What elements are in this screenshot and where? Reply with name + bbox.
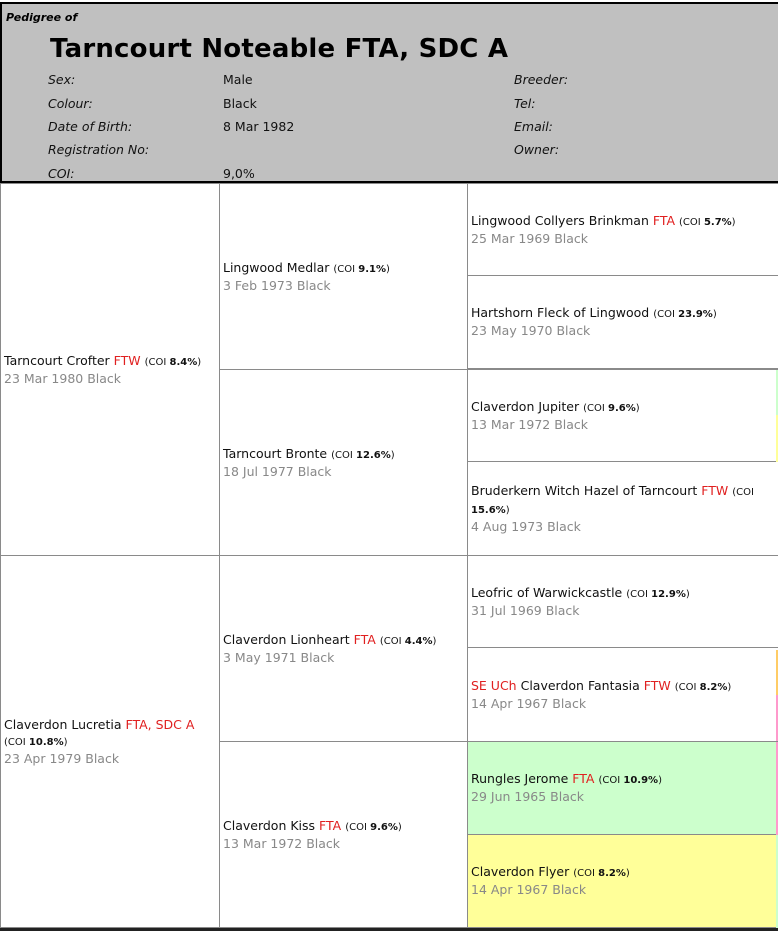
name-line <box>471 585 778 603</box>
dog-name[interactable]: Leofric of Warwickcastle <box>471 584 623 600</box>
email-label: Email: <box>514 119 553 134</box>
great-grandparent-cell-highlighted-green[interactable] <box>467 741 778 835</box>
dog-name[interactable]: Claverdon Kiss <box>223 817 316 833</box>
coi-badge: (COI 8.2%) <box>573 868 630 879</box>
pedigree-header <box>0 2 778 183</box>
coi-badge: (COI 5.7%) <box>679 216 736 228</box>
birth-details: 13 Mar 1972 Black <box>471 416 589 432</box>
birth-details: 14 Apr 1967 Black <box>471 882 587 897</box>
coi-label: COI: <box>48 166 75 181</box>
birth-details: 13 Mar 1972 Black <box>223 835 341 851</box>
birth-details: 3 Feb 1973 Black <box>223 277 331 293</box>
dog-name[interactable]: Claverdon Jupiter <box>471 398 580 414</box>
breeder-label: Breeder: <box>514 72 569 87</box>
colour-value: Black <box>223 96 257 111</box>
name-line <box>223 446 465 464</box>
name-line <box>223 632 465 650</box>
coi-badge: (COI 12.9%) <box>626 588 690 600</box>
great-grandparent-cell-highlighted-yellow[interactable] <box>467 834 778 928</box>
dog-name[interactable]: Claverdon Fantasia <box>520 677 640 693</box>
name-line <box>471 213 778 231</box>
colour-label: Colour: <box>48 96 93 111</box>
birth-details: 25 Mar 1969 Black <box>471 230 589 246</box>
name-line <box>471 483 759 519</box>
title-badge: FTA, SDC A <box>125 716 195 732</box>
coi-badge: (COI 9.6%) <box>583 402 640 414</box>
coi-badge: (COI 15.6%) <box>471 486 754 516</box>
dob-value: 8 Mar 1982 <box>223 119 295 134</box>
dog-name[interactable]: Lingwood Medlar <box>223 259 330 275</box>
sex-value: Male <box>223 72 253 87</box>
sex-label: Sex: <box>48 72 76 87</box>
coi-badge: (COI 10.9%) <box>598 775 662 786</box>
coi-badge: (COI 23.9%) <box>653 309 717 320</box>
name-line <box>471 399 778 417</box>
dog-name[interactable]: Claverdon Flyer <box>471 864 570 879</box>
great-grandparent-cell[interactable] <box>467 183 778 276</box>
tel-label: Tel: <box>514 96 536 111</box>
dog-name[interactable]: Claverdon Lucretia <box>4 716 122 732</box>
title-badge: FTW <box>643 677 671 693</box>
title-badge: FTA <box>572 771 595 786</box>
owner-label: Owner: <box>514 142 560 157</box>
birth-details: 31 Jul 1969 Black <box>471 602 580 618</box>
title-badge: FTA <box>353 631 376 647</box>
grandparent-cell[interactable] <box>219 741 468 928</box>
sire-name-line <box>4 353 217 371</box>
dog-name-title: Tarncourt Noteable FTA, SDC A <box>50 34 509 64</box>
dog-name[interactable]: Hartshorn Fleck of Lingwood <box>471 305 650 320</box>
name-line <box>223 818 465 836</box>
great-grandparent-cell[interactable] <box>467 647 778 742</box>
dam-cell[interactable] <box>0 555 220 928</box>
dog-name[interactable]: Tarncourt Bronte <box>223 445 328 461</box>
title-badge: FTW <box>113 352 141 368</box>
birth-details: 4 Aug 1973 Black <box>471 518 581 534</box>
name-line <box>471 864 778 882</box>
prefix-badge: SE UCh <box>471 677 517 693</box>
great-grandparent-cell[interactable] <box>467 369 778 462</box>
birth-details: 29 Jun 1965 Black <box>471 789 584 804</box>
coi-badge: (COI 9.6%) <box>345 821 402 833</box>
coi-value: 9,0% <box>223 166 255 181</box>
birth-details: 23 Mar 1980 Black <box>4 370 122 386</box>
title-badge: FTA <box>319 817 342 833</box>
grandparent-cell[interactable] <box>219 369 468 556</box>
registration-label: Registration No: <box>48 142 150 157</box>
name-line <box>471 771 778 789</box>
dog-name[interactable]: Tarncourt Crofter <box>4 352 110 368</box>
coi-badge: (COI 4.4%) <box>379 635 437 647</box>
coi-badge: (COI 10.8%) <box>4 736 68 748</box>
dog-name[interactable]: Bruderkern Witch Hazel of Tarncourt <box>471 482 698 498</box>
sire-cell[interactable] <box>0 183 220 556</box>
birth-details: 18 Jul 1977 Black <box>223 463 332 479</box>
name-line <box>223 260 465 278</box>
name-line <box>471 305 778 323</box>
title-badge: FTW <box>701 482 729 498</box>
birth-details: 14 Apr 1967 Black <box>471 695 587 711</box>
pedigree-grid <box>0 183 778 928</box>
grandparent-cell[interactable] <box>219 183 468 370</box>
birth-details: 23 May 1970 Black <box>471 323 591 338</box>
coi-badge: (COI 8.4%) <box>144 356 202 368</box>
birth-details: 23 Apr 1979 Black <box>4 750 120 766</box>
coi-badge: (COI 8.2%) <box>674 681 732 693</box>
dog-name[interactable]: Rungles Jerome <box>471 771 569 786</box>
coi-badge: (COI 9.1%) <box>333 263 390 275</box>
birth-details: 3 May 1971 Black <box>223 649 335 665</box>
bottom-border <box>0 928 778 931</box>
dog-name[interactable]: Claverdon Lionheart <box>223 631 350 647</box>
title-badge: FTA <box>652 212 676 228</box>
great-grandparent-cell[interactable] <box>467 555 778 648</box>
pedigree-of-label: Pedigree of <box>6 11 78 24</box>
dog-name[interactable]: Lingwood Collyers Brinkman <box>471 212 649 228</box>
name-line <box>471 678 778 696</box>
dam-name-line <box>4 717 217 751</box>
dob-label: Date of Birth: <box>48 119 133 134</box>
great-grandparent-cell[interactable] <box>467 275 778 369</box>
grandparent-cell[interactable] <box>219 555 468 742</box>
great-grandparent-cell[interactable] <box>467 461 778 556</box>
coi-badge: (COI 12.6%) <box>331 449 395 461</box>
